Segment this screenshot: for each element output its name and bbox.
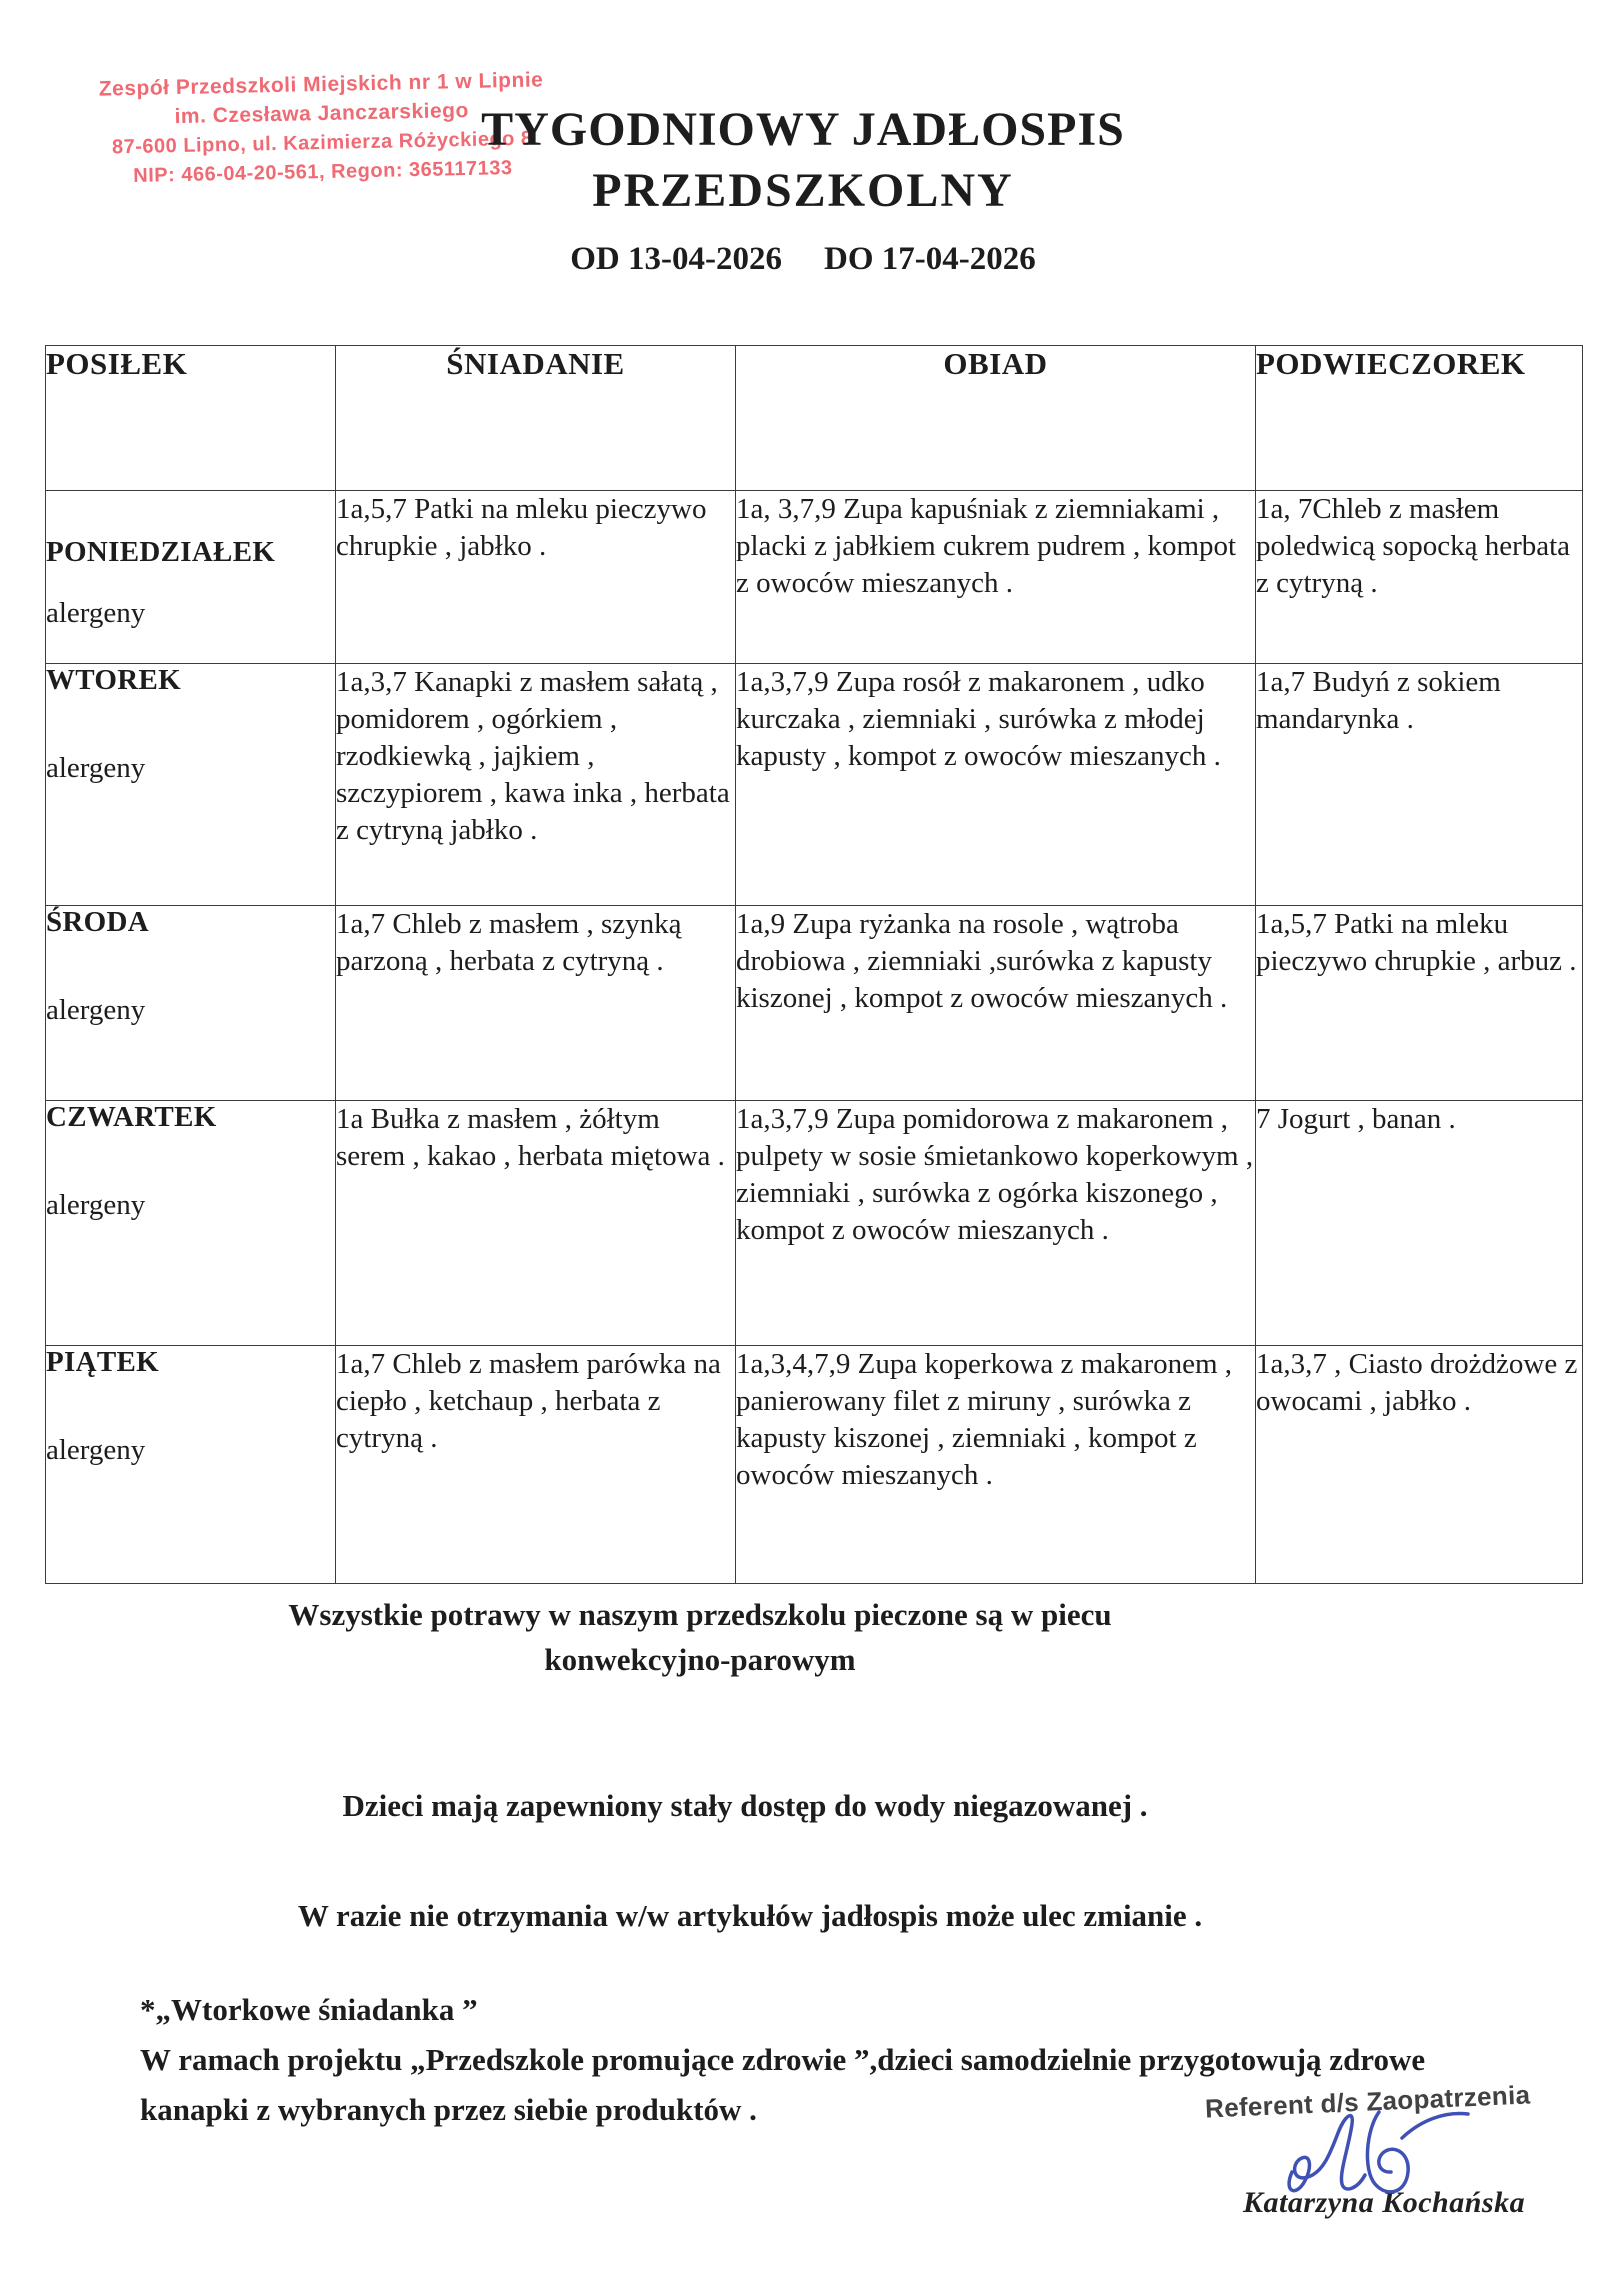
handwritten-signature xyxy=(1278,2100,1473,2208)
weekly-menu-table xyxy=(45,345,1583,1584)
day-cell xyxy=(46,906,336,1101)
lunch-cell: 1a,3,7,9 Zupa pomidorowa z makaronem , pulpety w sosie śmietankowo koperkowym , ziemniaki , surówka z ogórka kiszonego , kompot z owoców mieszanych . xyxy=(736,1101,1256,1346)
table-row-tuesday xyxy=(46,664,1583,906)
day-label: PONIEDZIAŁEK xyxy=(46,536,276,568)
breakfast-cell: 1a,7 Chleb z masłem , szynką parzoną , herbata z cytryną . xyxy=(336,906,736,1101)
allergens-label: alergeny xyxy=(46,752,146,784)
day-label: ŚRODA xyxy=(46,906,150,938)
lunch-cell: 1a,9 Zupa ryżanka na rosole , wątroba drobiowa , ziemniaki ,surówka z kapusty kiszonej , kompot z owoców mieszanych . xyxy=(736,906,1256,1101)
project-note-title: *„Wtorkowe śniadanka ” xyxy=(140,1992,478,2027)
snack-cell: 7 Jogurt , banan . xyxy=(1256,1101,1583,1346)
snack-cell: 1a,7 Budyń z sokiem mandarynka . xyxy=(1256,664,1583,906)
table-row-monday xyxy=(46,491,1583,664)
table-row-wednesday xyxy=(46,906,1583,1101)
project-note-body: W ramach projektu „Przedszkole promujące zdrowie ”,dzieci samodzielnie przygotowują zdrowe kanapki z wybranych przez siebie produktów . xyxy=(140,2042,1426,2127)
snack-cell: 1a, 7Chleb z masłem poledwicą sopocką herbata z cytryną . xyxy=(1256,491,1583,664)
note-change: W razie nie otrzymania w/w artykułów jadłospis może ulec zmianie . xyxy=(297,1898,1203,1933)
note-water: Dzieci mają zapewniony stały dostęp do wody niegazowanej . xyxy=(342,1788,1148,1823)
breakfast-cell: 1a Bułka z masłem , żółtym serem , kakao , herbata miętowa . xyxy=(336,1101,736,1346)
signature-role: Referent d/s Zaopatrzenia xyxy=(1204,2079,1531,2124)
header-cell-meal: POSIŁEK xyxy=(46,346,336,491)
day-cell xyxy=(46,1101,336,1346)
header-cell-snack: PODWIECZOREK xyxy=(1256,346,1583,491)
day-cell xyxy=(46,491,336,664)
stamp-line-2: im. Czesława Janczarskiego xyxy=(174,98,470,129)
day-label: PIĄTEK xyxy=(46,1346,159,1378)
stamp-line-3: 87-600 Lipno, ul. Kazimierza Różyckiego 8 xyxy=(111,127,533,159)
page-title-line-2: PRZEDSZKOLNY xyxy=(592,164,1014,217)
signature-name: Katarzyna Kochańska xyxy=(1243,2186,1526,2219)
stamp-line-1: Zespół Przedszkoli Miejskich nr 1 w Lipnie xyxy=(98,68,544,101)
breakfast-cell: 1a,7 Chleb z masłem parówka na ciepło , ketchaup , herbata z cytryną . xyxy=(336,1346,736,1584)
table-row-thursday xyxy=(46,1101,1583,1346)
allergens-label: alergeny xyxy=(46,597,146,629)
header-cell-breakfast: ŚNIADANIE xyxy=(336,346,736,491)
page-title-line-1: TYGODNIOWY JADŁOSPIS xyxy=(481,103,1125,156)
stamp-line-4: NIP: 466-04-20-561, Regon: 365117133 xyxy=(133,157,513,187)
snack-cell: 1a,3,7 , Ciasto drożdżowe z owocami , jabłko . xyxy=(1256,1346,1583,1584)
breakfast-cell: 1a,5,7 Patki na mleku pieczywo chrupkie , jabłko . xyxy=(336,491,736,664)
day-label: WTOREK xyxy=(46,664,182,696)
snack-cell: 1a,5,7 Patki na mleku pieczywo chrupkie , arbuz . xyxy=(1256,906,1583,1101)
header-row xyxy=(46,346,1583,491)
lunch-cell: 1a,3,7,9 Zupa rosół z makaronem , udko kurczaka , ziemniaki , surówka z młodej kapusty , kompot z owoców mieszanych . xyxy=(736,664,1256,906)
table-row-friday xyxy=(46,1346,1583,1584)
allergens-label: alergeny xyxy=(46,1434,146,1466)
note-oven: Wszystkie potrawy w naszym przedszkolu pieczone są w piecu konwekcyjno-parowym xyxy=(288,1597,1112,1677)
day-cell xyxy=(46,1346,336,1584)
date-to: DO 17-04-2026 xyxy=(824,241,1036,277)
day-label: CZWARTEK xyxy=(46,1101,217,1133)
date-range xyxy=(0,241,1606,278)
date-from: OD 13-04-2026 xyxy=(570,241,782,277)
lunch-cell: 1a,3,4,7,9 Zupa koperkowa z makaronem , panierowany filet z miruny , surówka z kapusty kiszonej , ziemniaki , kompot z owoców mieszanych . xyxy=(736,1346,1256,1584)
allergens-label: alergeny xyxy=(46,1189,146,1221)
day-cell xyxy=(46,664,336,906)
header-cell-lunch: OBIAD xyxy=(736,346,1256,491)
allergens-label: alergeny xyxy=(46,994,146,1026)
lunch-cell: 1a, 3,7,9 Zupa kapuśniak z ziemniakami , placki z jabłkiem cukrem pudrem , kompot z owoców mieszanych . xyxy=(736,491,1256,664)
breakfast-cell: 1a,3,7 Kanapki z masłem sałatą , pomidorem , ogórkiem , rzodkiewką , jajkiem , szczypiorem , kawa inka , herbata z cytryną jabłko . xyxy=(336,664,736,906)
